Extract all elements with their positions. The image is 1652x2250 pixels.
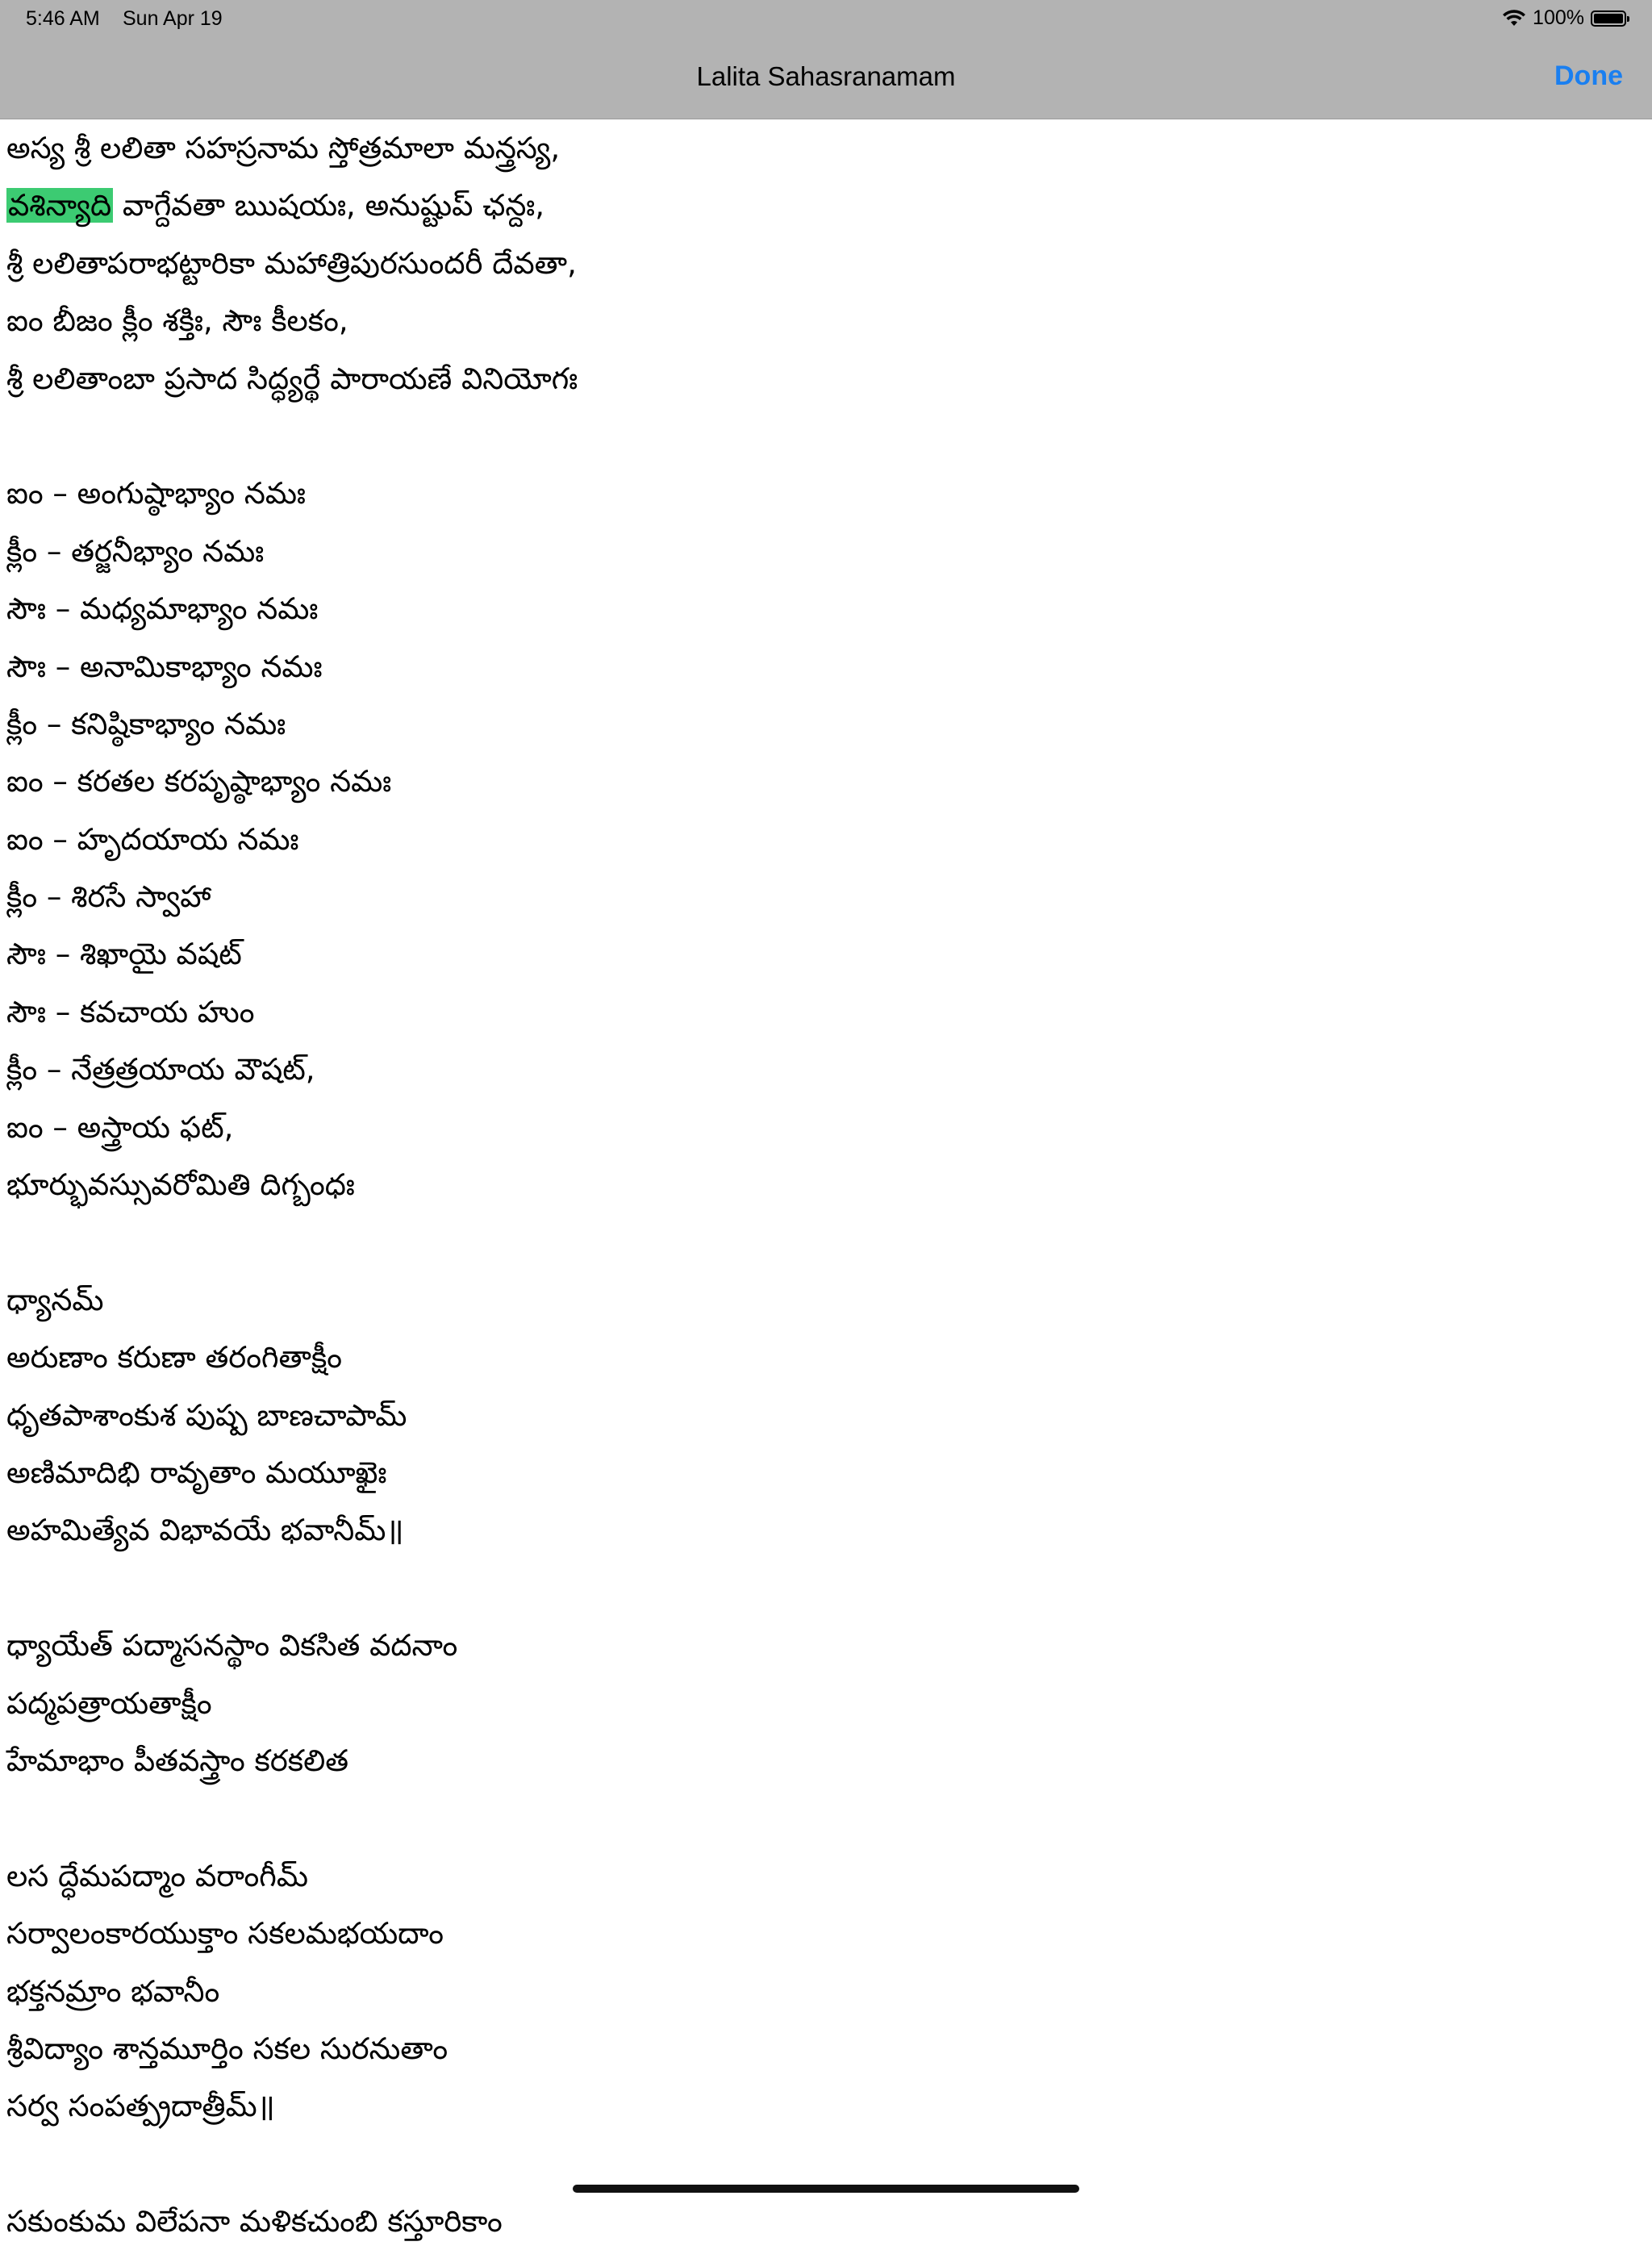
text-line: ధ్యానమ్ (6, 1282, 104, 1317)
text-line: లస ద్ధేమపద్మాం వరాంగీమ్ (6, 1858, 308, 1893)
text-line: అరుణాం కరుణా తరంగితాక్షీం (6, 1340, 343, 1375)
text-line: క్లీం – కనిష్ఠికాభ్యాం నమః (6, 706, 286, 741)
text-line: సర్వ సంపత్ప్రదాత్రీమ్॥ (6, 2089, 275, 2124)
text-line: ఐం – హృదయాయ నమః (6, 821, 299, 857)
text-line: క్లీం – శిరసే స్వాహా (6, 879, 211, 915)
text-line: అణిమాదిభి రావృతాం మయూఖైః (6, 1455, 387, 1490)
page-title: Lalita Sahasranamam (696, 61, 956, 91)
wifi-icon (1502, 10, 1526, 27)
text-line: క్లీం – తర్జనీభ్యాం నమః (6, 533, 265, 569)
text-line: సకుంకుమ విలేపనా మళికచుంబి కస్తూరికాం (6, 2204, 503, 2240)
status-time: 5:46 AM (26, 7, 100, 30)
status-date: Sun Apr 19 (123, 7, 223, 30)
text-line: క్లీం – నేత్రత్రయాయ వౌషట్, (6, 1052, 315, 1087)
text-line: అస్య శ్రీ లలితా సహస్రనామ స్తోత్రమాలా మన్త్రస్య, (6, 131, 561, 165)
text-line (6, 407, 1644, 465)
text-line: సౌః – శిఖాయై వషట్ (6, 937, 242, 972)
text-view[interactable] (6, 119, 1644, 2240)
battery-icon (1591, 10, 1626, 27)
text-line: అహమిత్యేవ విభావయే భవానీమ్॥ (6, 1513, 404, 1548)
text-line (6, 1213, 1644, 1271)
text-line: ఐం – అంగుష్ఠాభ్యాం నమః (6, 476, 306, 511)
status-bar (0, 0, 1652, 39)
text-line: పద్మపత్రాయతాక్షీం (6, 1685, 212, 1721)
text-line: ధృతపాశాంకుశ పుష్ప బాణచాపామ్ (6, 1397, 407, 1433)
text-line: శ్రీ లలితాంబా ప్రసాద సిద్ధ్యర్థే పారాయణే వినియోగః (6, 361, 578, 396)
text-line: సౌః – అనామికాభ్యాం నమః (6, 649, 323, 684)
text-line: సౌః – మధ్యమాభ్యాం నమః (6, 591, 319, 627)
text-line: హేమాభాం పీతవస్త్రాం కరకలిత (6, 1743, 349, 1778)
navigation-bar (0, 39, 1652, 119)
text-line: సౌః – కవచాయ హుం (6, 994, 255, 1029)
text-line (6, 1789, 1644, 1847)
status-right (1502, 6, 1626, 30)
text-line: భక్తనమ్రాం భవానీం (6, 1973, 220, 2009)
text-line: భూర్భువస్సువరోమితి దిగ్బంధః (6, 1167, 355, 1203)
battery-percent: 100% (1533, 6, 1584, 29)
text-line: శ్రీ లలితాపరాభట్టారికా మహాత్రిపురసుందరీ దేవతా, (6, 245, 577, 281)
text-line: సర్వాలంకారయుక్తాం సకలమభయదాం (6, 1916, 444, 1952)
text-line (6, 177, 1644, 234)
text-line: ఐం బీజం క్లీం శక్తిః, సౌః కీలకం, (6, 303, 348, 339)
text-line: ఐం – కరతల కరపృష్ఠాభ్యాం నమః (6, 764, 392, 799)
home-indicator[interactable] (573, 2185, 1079, 2193)
text-line: శ్రీవిద్యాం శాన్తమూర్తిం సకల సురనుతాం (6, 2031, 448, 2066)
text-line (6, 1559, 1644, 1617)
text-line: ఐం – అస్త్రాయ ఫట్, (6, 1109, 234, 1145)
selected-word[interactable]: వశిన్యాది (8, 188, 112, 223)
text-line: ధ్యాయేత్ పద్మాసనస్థాం వికసిత వదనాం (6, 1628, 458, 1663)
done-button[interactable]: Done (1554, 61, 1623, 91)
line-rest: వాగ్దేవతా ఋషయః, అనుష్టుప్ ఛన్దః, (113, 188, 545, 223)
